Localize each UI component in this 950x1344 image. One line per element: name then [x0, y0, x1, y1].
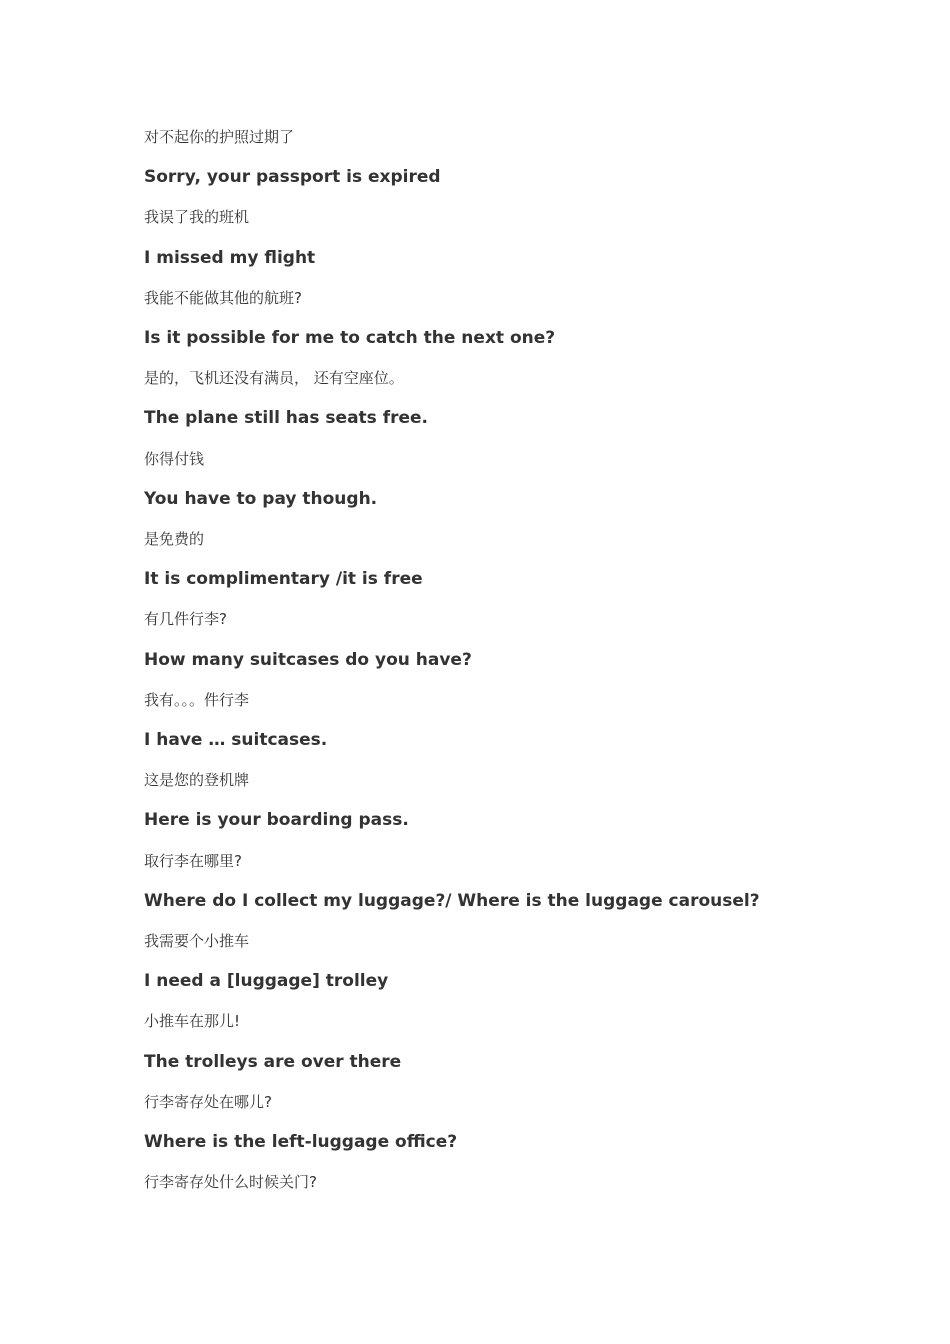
chinese-phrase: 小推车在那儿!: [144, 1012, 241, 1031]
chinese-phrase: 行李寄存处什么时候关门?: [144, 1173, 317, 1192]
chinese-phrase: 这是您的登机牌: [144, 771, 250, 790]
chinese-phrase: 是免费的: [144, 530, 205, 548]
english-phrase: You have to pay though.: [144, 488, 378, 509]
chinese-phrase: 是的，飞机还没有满员， 还有空座位。: [144, 369, 404, 388]
chinese-phrase: 我能不能做其他的航班?: [144, 288, 302, 307]
english-phrase: It is complimentary /it is free: [144, 569, 423, 590]
chinese-phrase: 对不起你的护照过期了: [144, 128, 295, 146]
chinese-phrase: 行李寄存处在哪儿?: [144, 1092, 272, 1111]
english-phrase: I have … suitcases.: [144, 730, 328, 750]
english-phrase: How many suitcases do you have?: [144, 649, 472, 670]
english-phrase: I missed my flight: [144, 247, 316, 268]
chinese-phrase: 我需要个小推车: [144, 932, 250, 950]
english-phrase: Where do I collect my luggage?/ Where is the luggage carousel?: [144, 890, 760, 911]
english-phrase: Where is the left-luggage office?: [144, 1132, 458, 1152]
english-phrase: The plane still has seats free.: [144, 408, 429, 429]
chinese-phrase: 你得付钱: [144, 449, 205, 468]
chinese-phrase: 取行李在哪里?: [144, 851, 242, 870]
english-phrase: Is it possible for me to catch the next one?: [144, 328, 556, 348]
english-phrase: Here is your boarding pass.: [144, 810, 409, 831]
english-phrase: The trolleys are over there: [144, 1051, 402, 1072]
english-phrase: Sorry, your passport is expired: [144, 167, 441, 188]
chinese-phrase: 我误了我的班机: [144, 208, 250, 227]
chinese-phrase: 我有。。。件行李: [144, 690, 250, 709]
english-phrase: I need a [luggage] trolley: [144, 971, 389, 992]
chinese-phrase: 有几件行李?: [144, 610, 227, 629]
